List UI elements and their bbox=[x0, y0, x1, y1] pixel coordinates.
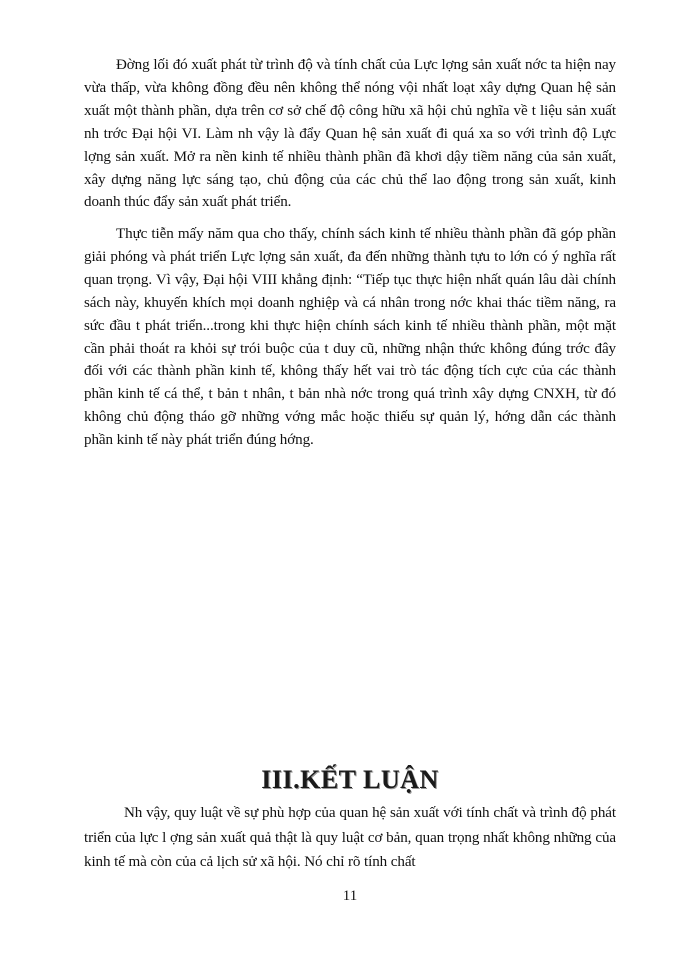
body-paragraph-2: Thực tiễn mấy năm qua cho thấy, chính sách kinh tế nhiều thành phần đã góp phần giải phóng và phát triển Lực lợng sản xuất, đa đến những thành tựu to lớn có ý nghĩa rất quan trọng. Vì vậy, Đại hội VIII khẳng định: “Tiếp tục thực hiện nhất quán lâu dài chính sách này, khuyến khích mọi doanh nghiệp và cá nhân trong nớc khai thác tiềm năng, ra sức đầu t phát triển...trong khi thực hiện chính sách kinh tế nhiều thành phần, một mặt cần phải thoát ra khỏi sự trói buộc của t duy cũ, những nhận thức không đúng trớc đây đối với các thành phần kinh tế, không thấy hết vai trò tác động tích cực của các thành phần kinh tế cá thể, t bản t nhân, t bản nhà nớc trong quá trình xây dựng CNXH, từ đó không chủ động tháo gỡ những vớng mắc hoặc thiếu sự quản lý, hớng dẫn các thành phần kinh tế này phát triển đúng hớng. bbox=[84, 226, 616, 449]
body-paragraph-1: Đờng lối đó xuất phát từ trình độ và tính chất của Lực lợng sản xuất nớc ta hiện nay vừa thấp, vừa không đồng đều nên không thể nóng vội nhất loạt xây dựng Quan hệ sản xuất một thành phần, dựa trên cơ sở chế độ công hữu xã hội chủ nghĩa về t liệu sản xuất nh trớc Đại hội VI. Làm nh vậy là đẩy Quan hệ sản xuất đi quá xa so với trình độ Lực lợng sản xuất. Mở ra nền kinh tế nhiều thành phần đã khơi dậy tiềm năng của sản xuất, xây dựng năng lực sáng tạo, chủ động của các chủ thể lao động trong sản xuất, kinh doanh thúc đẩy sản xuất phát triển. bbox=[84, 57, 616, 211]
page-number: 11 bbox=[342, 888, 358, 904]
section-heading: III.KẾT LUẬN bbox=[261, 765, 439, 794]
conclusion-paragraph: Nh vậy, quy luật về sự phù hợp của quan hệ sản xuất với tính chất và trình độ phát triển của lực l ợng sản xuất quả thật là quy luật cơ bản, quan trọng nhất không những của kinh tế mà còn của cả lịch sử xã hội. Nó chỉ rõ tính chất bbox=[84, 805, 616, 870]
